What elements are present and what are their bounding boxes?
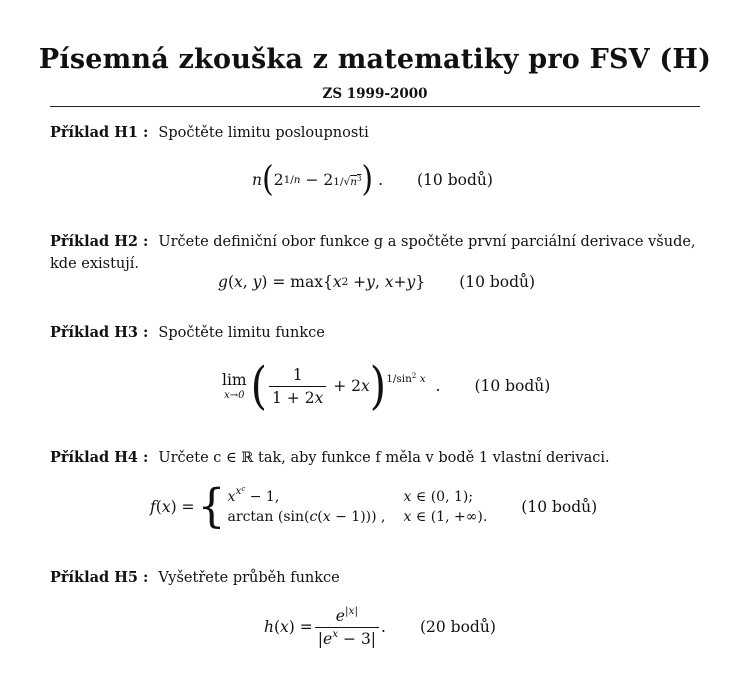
- problem-label: Příklad H5 :: [50, 569, 149, 586]
- problem-text: Určete definiční obor funkce g a spočtěte první parciální derivace všude, kde existují.: [50, 234, 696, 272]
- problem-h5: [50, 567, 702, 589]
- problem-text: Vyšetřete průběh funkce: [158, 570, 340, 586]
- page-subtitle: ZS 1999-2000: [322, 86, 428, 102]
- problem-label: Příklad H4 :: [50, 449, 149, 466]
- problem-text: Spočtěte limitu posloupnosti: [158, 125, 369, 141]
- formula-h4: f ( x ) = { $x^{x^c} - 1$, x ∈ (0, 1); arctan (sin(c(x − 1))) , x ∈ (1, +∞). (10 bodů): [150, 479, 598, 534]
- problem-label: Příklad H1 :: [50, 124, 149, 141]
- problem-label: Příklad H2 :: [50, 233, 149, 250]
- problem-h4: [50, 447, 702, 469]
- formula-h5: h ( x ) = $\frac{e^{|x|}}{|e^x - 3|}$ . (20 bodů): [264, 604, 496, 648]
- header-divider: [50, 106, 700, 107]
- formula-h2: g ( x , y ) = max{ x 2 + y , x + y } (10 bodů): [218, 273, 536, 291]
- problem-h1: [50, 122, 702, 144]
- points-h4: (10 bodů): [521, 498, 598, 516]
- formula-h1: n ( 2 1/n − 2 $1/√n^3$ ) . (10 bodů): [252, 159, 493, 200]
- points-h5: (20 bodů): [419, 618, 496, 636]
- problem-text: Spočtěte limitu funkce: [158, 325, 325, 341]
- problem-text: Určete c ∈ ℝ tak, aby funkce f měla v bodě 1 vlastní derivaci.: [158, 450, 610, 466]
- problem-h3: [50, 322, 702, 344]
- points-h1: (10 bodů): [417, 171, 493, 189]
- page-title: Písemná zkouška z matematiky pro FSV (H): [38, 44, 712, 75]
- problem-h2: [50, 231, 702, 275]
- points-h2: (10 bodů): [459, 273, 536, 291]
- formula-h3: lim x→0 ( $\frac{1}{1 + 2x}$ + 2 x ) $1/\sin^2$ x . (10 bodů): [222, 356, 551, 415]
- problem-label: Příklad H3 :: [50, 324, 149, 341]
- points-h3: (10 bodů): [474, 377, 551, 395]
